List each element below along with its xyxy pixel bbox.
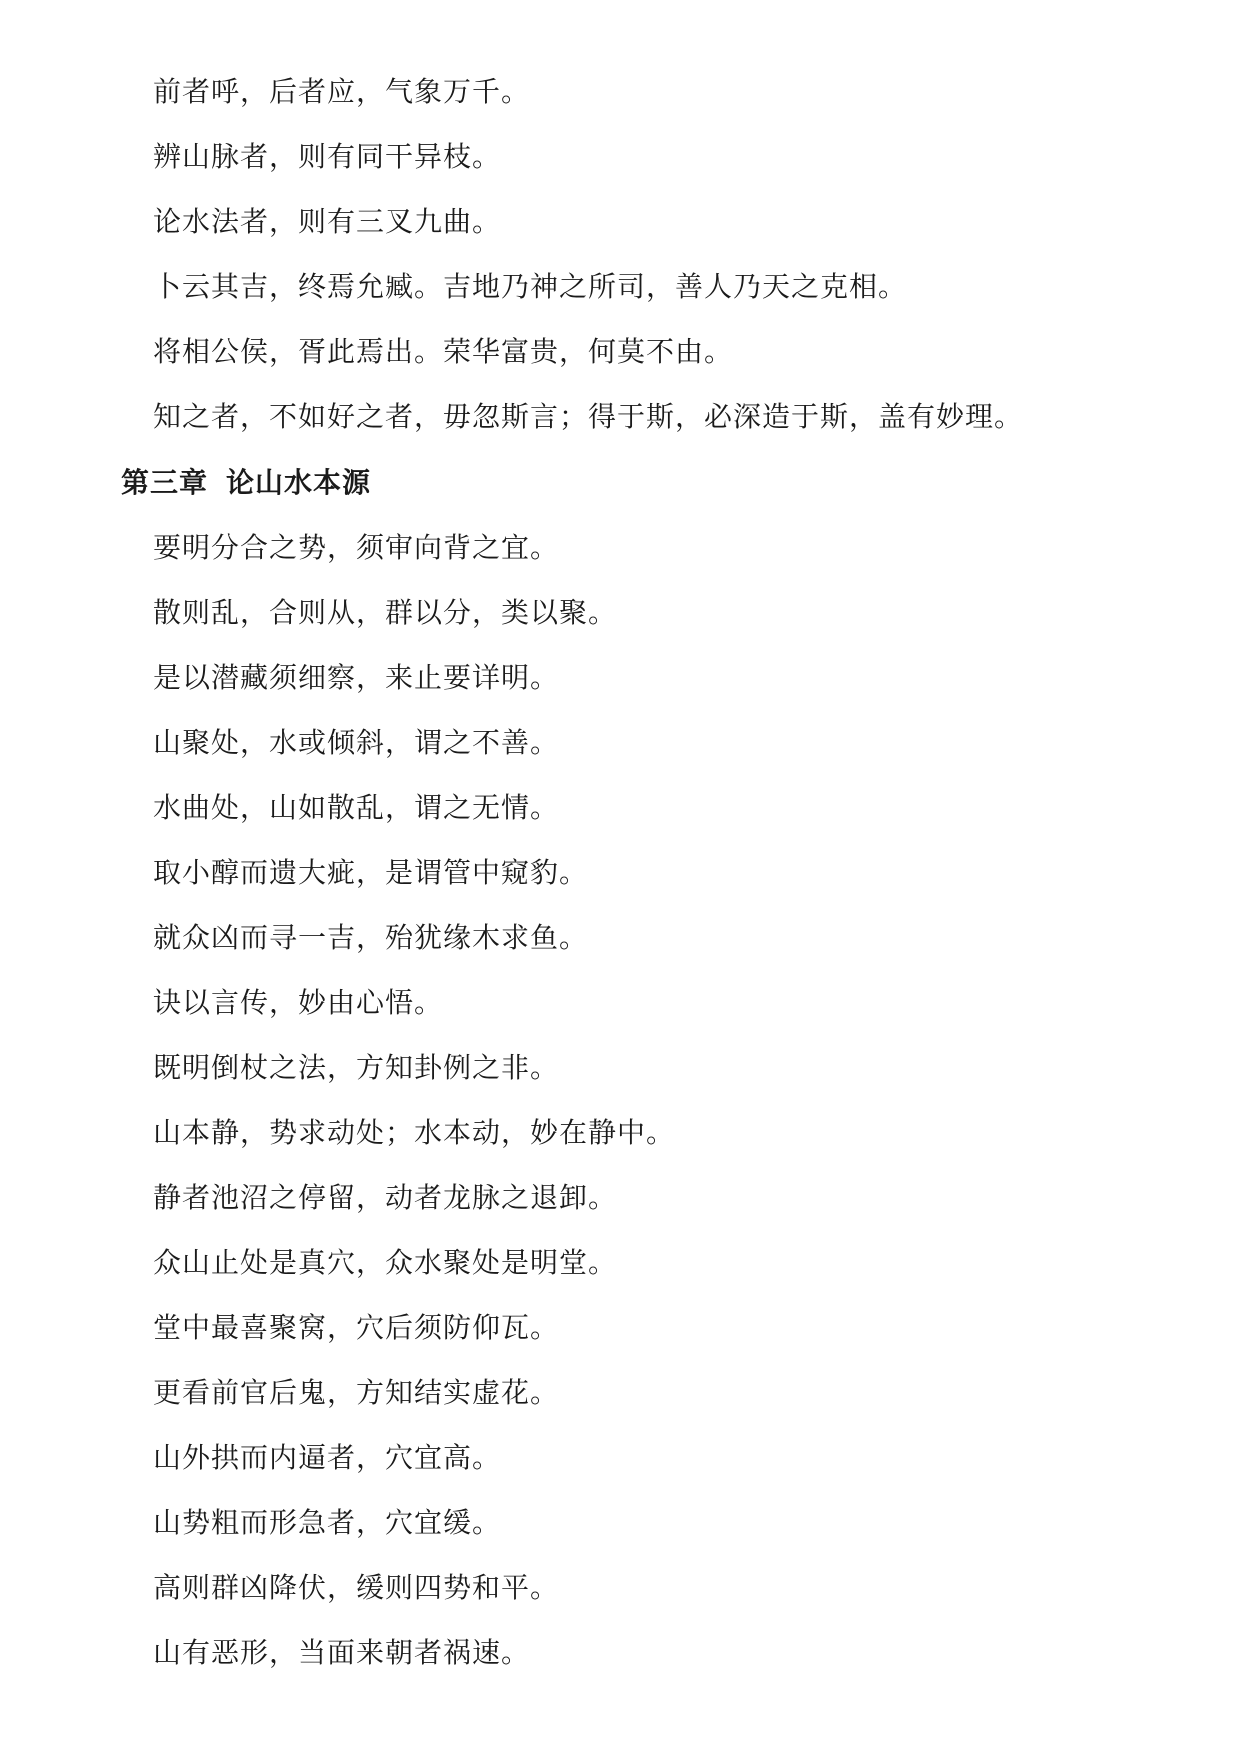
text-line: 论水法者，则有三叉九曲。 [153, 205, 502, 238]
text-line: 是以潜藏须细察，来止要详明。 [153, 661, 560, 694]
intro-section [0, 59, 1240, 449]
text-line: 静者池沼之停留，动者龙脉之退卸。 [153, 1181, 618, 1214]
text-line: 水曲处，山如散乱，谓之无情。 [153, 791, 560, 824]
text-line: 卜云其吉，终焉允臧。吉地乃神之所司，善人乃天之克相。 [153, 270, 908, 303]
text-line: 高则群凶降伏，缓则四势和平。 [153, 1571, 560, 1604]
text-line: 辨山脉者，则有同干异枝。 [153, 140, 502, 173]
text-line: 山势粗而形急者，穴宜缓。 [153, 1506, 502, 1539]
text-line: 要明分合之势，须审向背之宜。 [153, 531, 560, 564]
text-line: 取小醇而遗大疵，是谓管中窥豹。 [153, 856, 589, 889]
chapter-number: 第三章 [121, 466, 209, 499]
chapter-title: 论山水本源 [226, 466, 372, 499]
text-line: 更看前官后鬼，方知结实虚花。 [153, 1376, 560, 1409]
text-line: 诀以言传，妙由心悟。 [153, 986, 444, 1019]
text-line: 山本静，势求动处；水本动，妙在静中。 [153, 1116, 676, 1149]
text-line: 山聚处，水或倾斜，谓之不善。 [153, 726, 560, 759]
text-line: 知之者，不如好之者，毋忽斯言；得于斯，必深造于斯，盖有妙理。 [153, 400, 1024, 433]
chapter-heading [0, 452, 1240, 514]
text-line: 将相公侯，胥此焉出。荣华富贵，何莫不由。 [153, 335, 734, 368]
chapter-section [0, 515, 1240, 1685]
text-line: 既明倒杖之法，方知卦例之非。 [153, 1051, 560, 1084]
text-line: 前者呼，后者应，气象万千。 [153, 75, 531, 108]
text-line: 山有恶形，当面来朝者祸速。 [153, 1636, 531, 1669]
chapter-heading-block [0, 452, 1240, 514]
text-line: 堂中最喜聚窝，穴后须防仰瓦。 [153, 1311, 560, 1344]
text-line: 众山止处是真穴，众水聚处是明堂。 [153, 1246, 618, 1279]
text-line: 散则乱，合则从，群以分，类以聚。 [153, 596, 618, 629]
text-line: 山外拱而内逼者，穴宜高。 [153, 1441, 502, 1474]
text-line: 就众凶而寻一吉，殆犹缘木求鱼。 [153, 921, 589, 954]
